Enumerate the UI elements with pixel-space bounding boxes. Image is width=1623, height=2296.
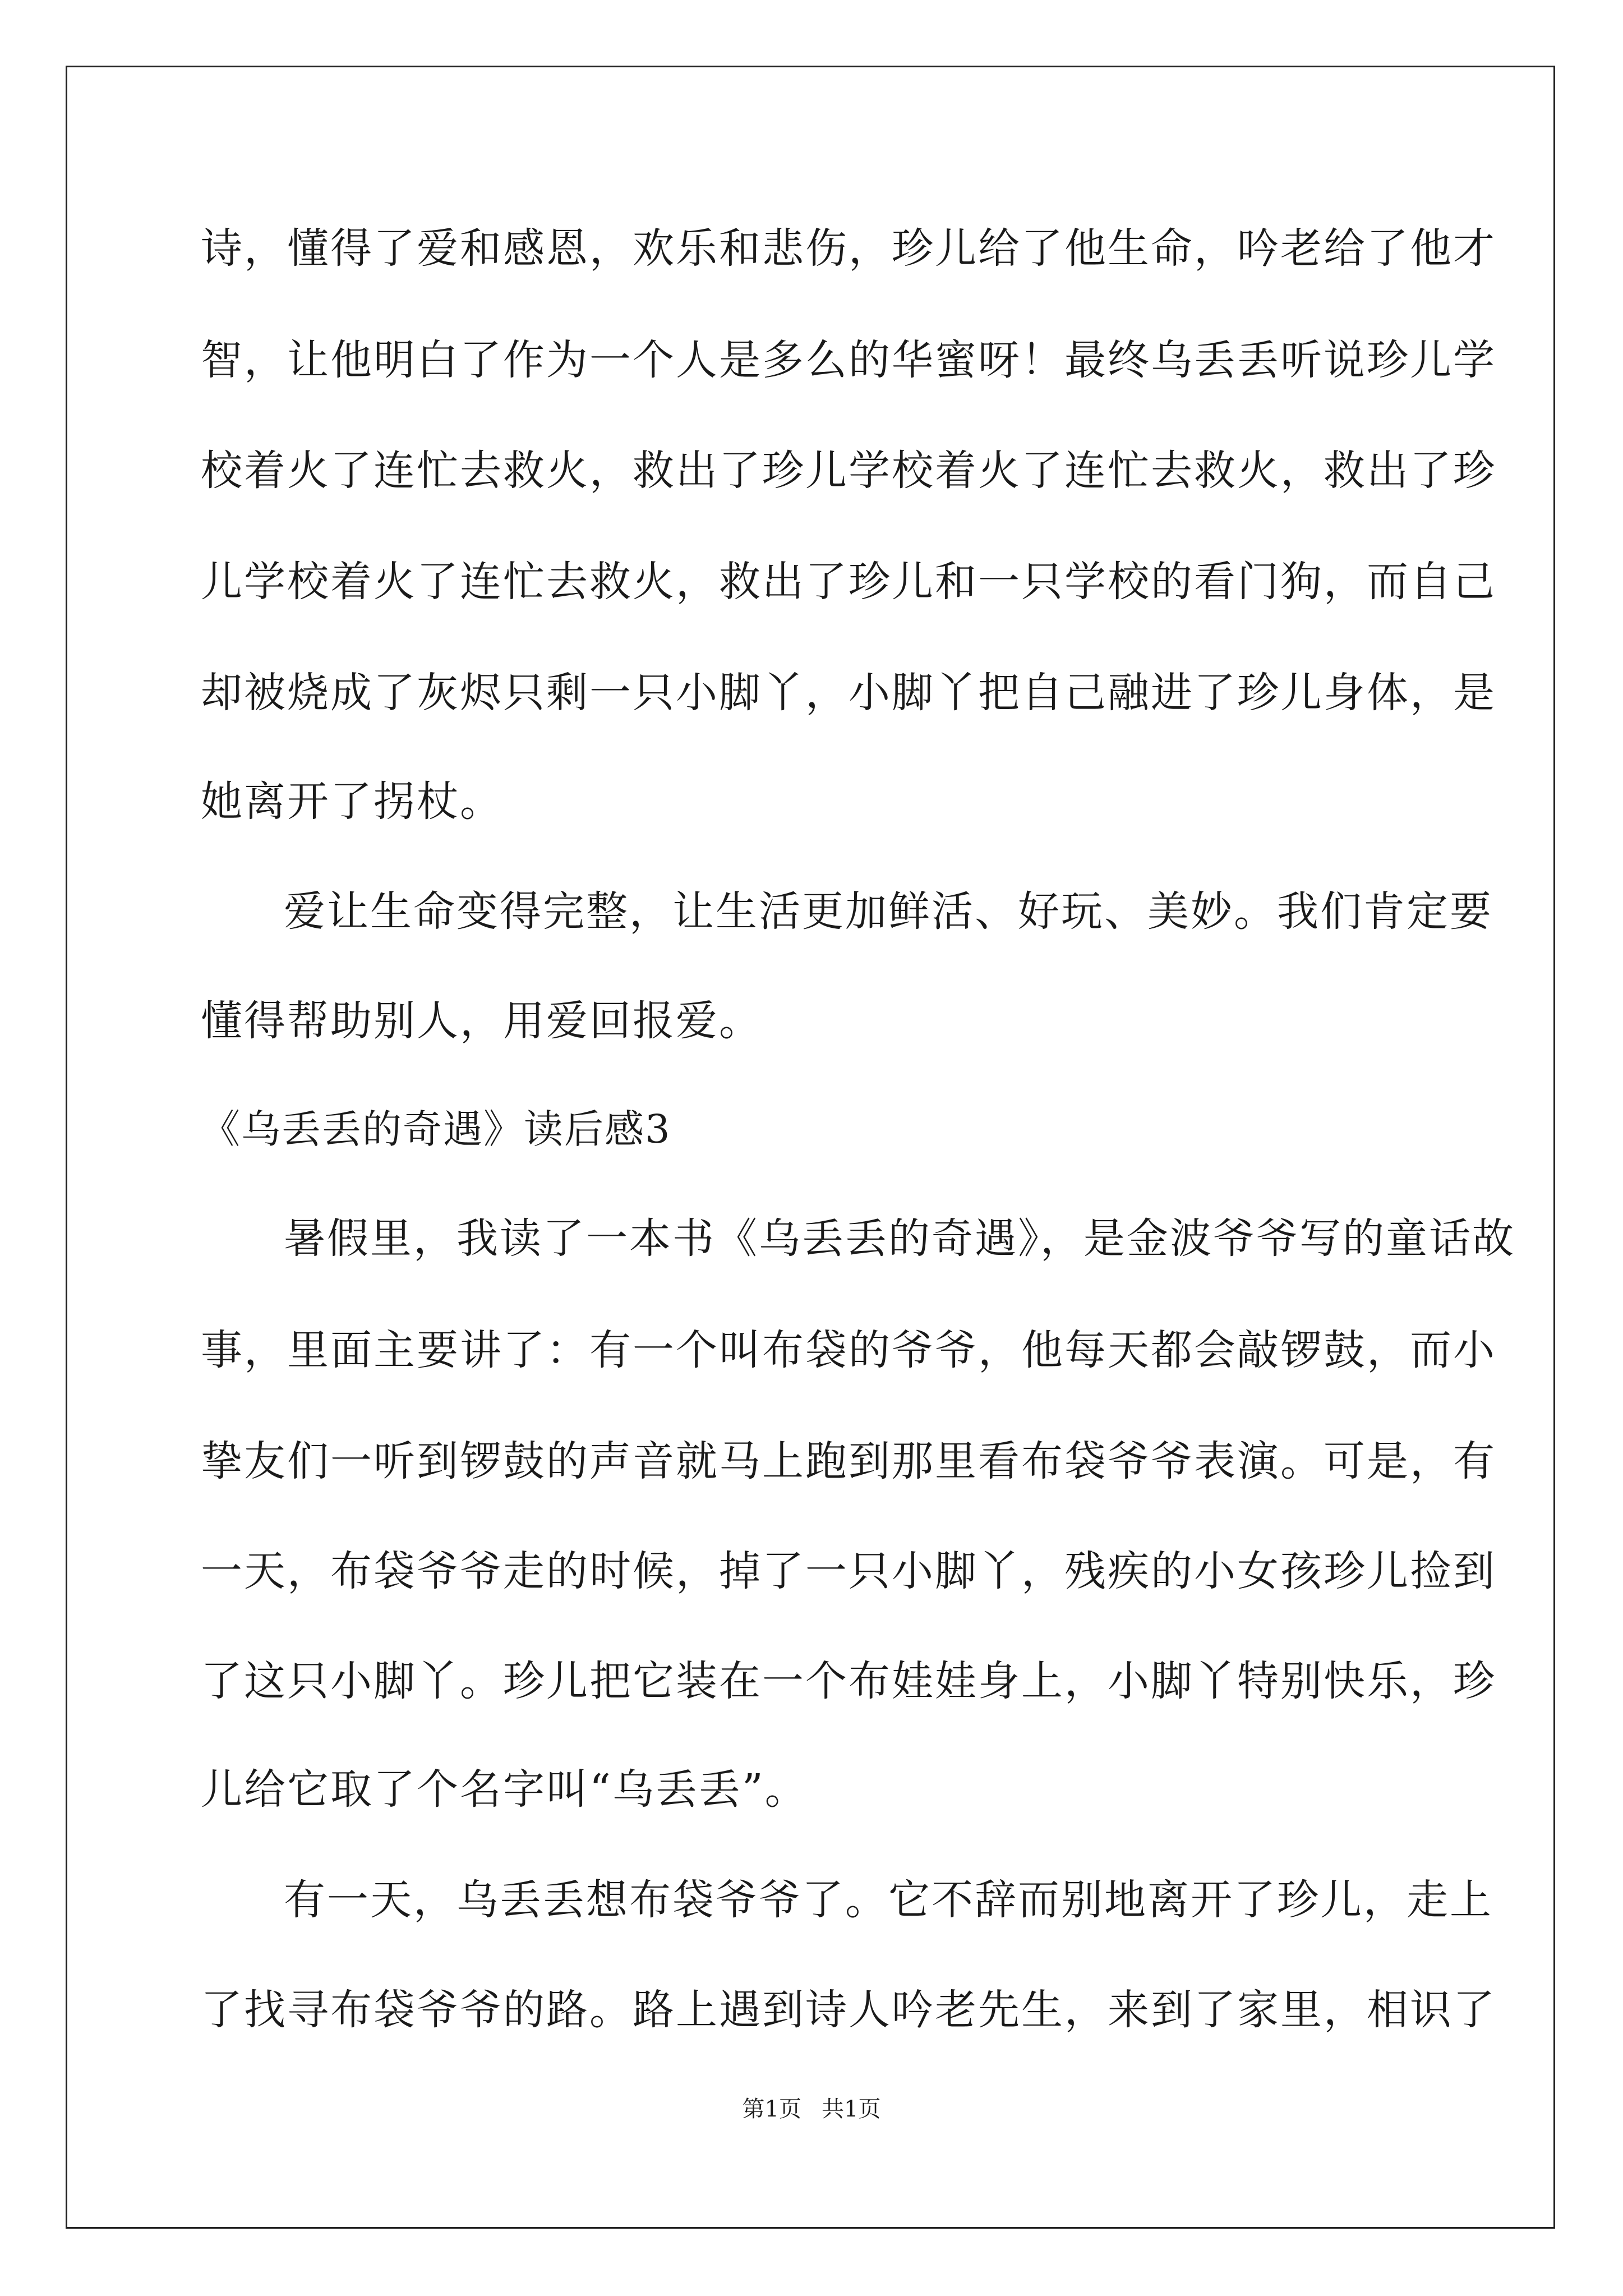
text-line: 一天，布袋爷爷走的时候，掉了一只小脚丫，残疾的小女孩珍儿捡到 <box>201 1547 1496 1595</box>
paragraph-start-line: 有一天，乌丢丢想布袋爷爷了。它不辞而别地离开了珍儿，走上 <box>284 1876 1493 1924</box>
text-line: 诗，懂得了爱和感恩，欢乐和悲伤，珍儿给了他生命，吟老给了他才 <box>201 224 1496 273</box>
text-line: 儿给它取了个名字叫“乌丢丢”。 <box>201 1765 808 1814</box>
text-line: 却被烧成了灰烬只剩一只小脚丫，小脚丫把自己融进了珍儿身体，是 <box>201 669 1496 717</box>
text-line: 事，里面主要讲了：有一个叫布袋的爷爷，他每天都会敲锣鼓，而小 <box>201 1326 1496 1374</box>
text-line: 儿学校着火了连忙去救火，救出了珍儿和一只学校的看门狗，而自己 <box>201 558 1496 606</box>
page-number: 第1页 <box>742 2096 801 2122</box>
text-line: 懂得帮助别人，用爱回报爱。 <box>201 997 762 1045</box>
text-line: 她离开了拐杖。 <box>201 777 503 826</box>
page-total: 共1页 <box>822 2096 881 2122</box>
paragraph-start-line: 暑假里，我读了一本书《乌丢丢的奇遇》，是金波爷爷写的童话故 <box>284 1214 1515 1263</box>
text-line: 校着火了连忙去救火，救出了珍儿学校着火了连忙去救火，救出了珍 <box>201 447 1496 495</box>
section-heading: 《乌丢丢的奇遇》读后感3 <box>201 1106 671 1152</box>
text-line: 了这只小脚丫。珍儿把它装在一个布娃娃身上，小脚丫特别快乐，珍 <box>201 1657 1496 1705</box>
page-footer <box>0 2092 1623 2126</box>
paragraph-start-line: 爱让生命变得完整，让生活更加鲜活、好玩、美妙。我们肯定要 <box>284 887 1493 936</box>
text-line: 了找寻布袋爷爷的路。路上遇到诗人吟老先生，来到了家里，相识了 <box>201 1986 1496 2034</box>
text-line: 智，让他明白了作为一个人是多么的华蜜呀！最终乌丢丢听说珍儿学 <box>201 336 1496 384</box>
text-line: 挚友们一听到锣鼓的声音就马上跑到那里看布袋爷爷表演。可是，有 <box>201 1437 1496 1485</box>
